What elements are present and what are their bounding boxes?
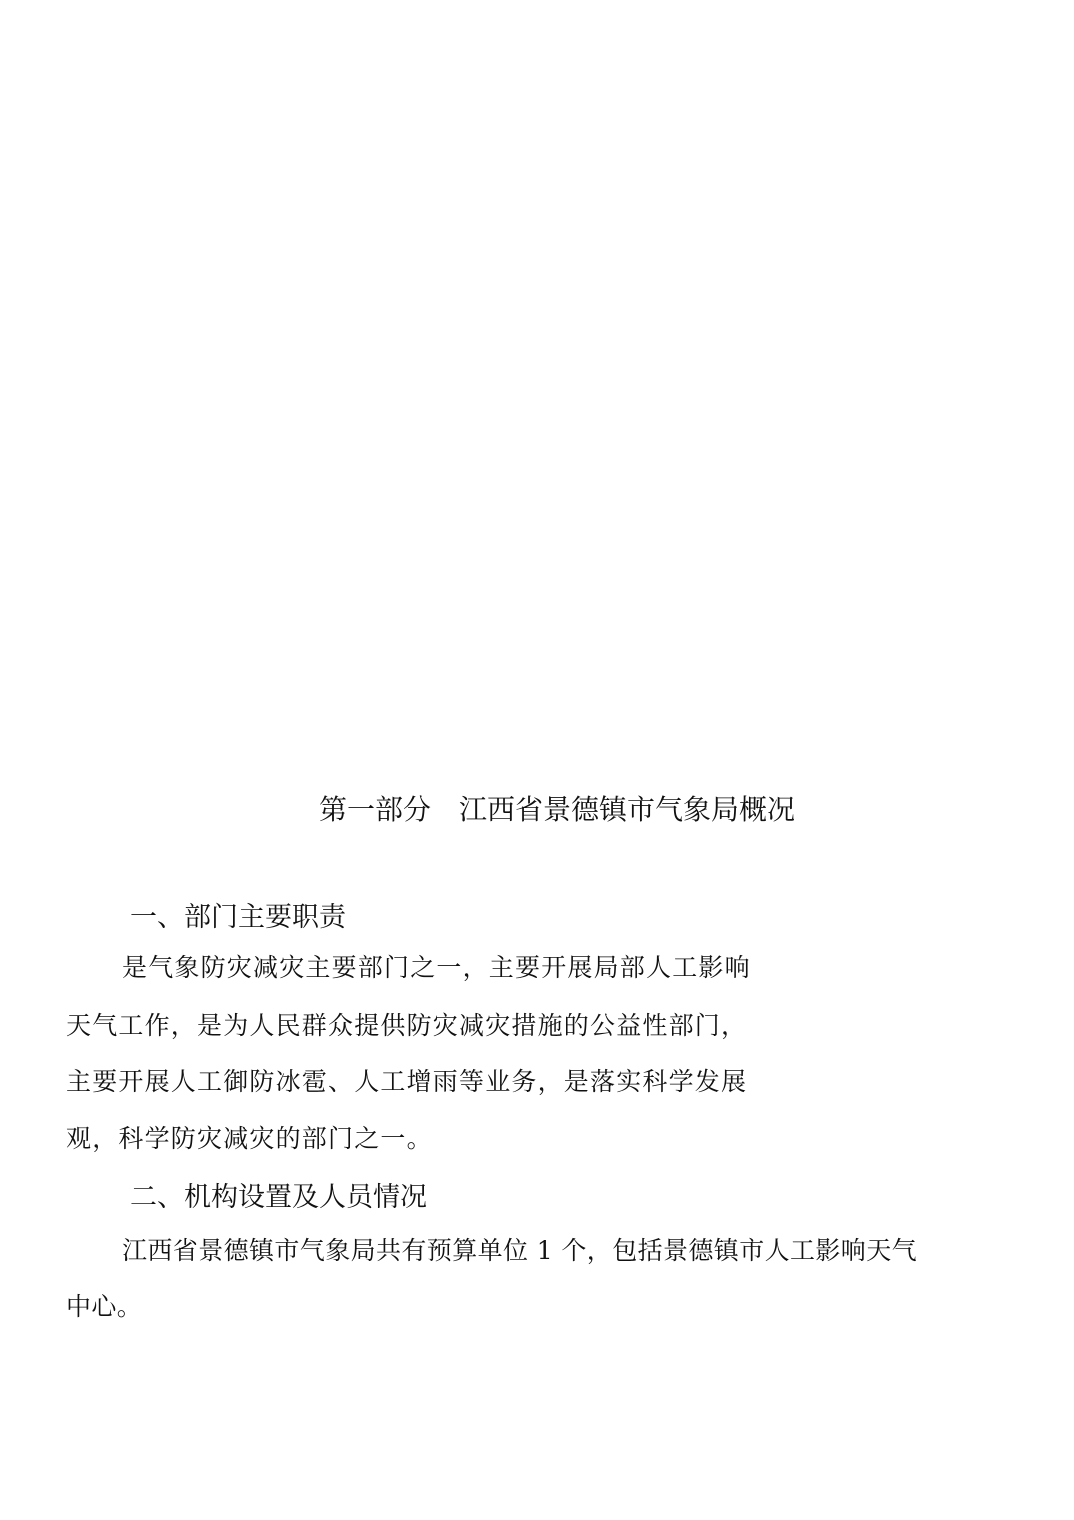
paragraph-line: 观，科学防灾减灾的部门之一。 — [66, 1124, 433, 1153]
paragraph-line: 天气工作，是为人民群众提供防灾减灾措施的公益性部门， — [66, 1011, 748, 1040]
paragraph-line: 是气象防灾减灾主要部门之一，主要开展局部人工影响 — [122, 953, 751, 982]
paragraph-line: 江西省景德镇市气象局共有预算单位 1 个，包括景德镇市人工影响天气 — [122, 1236, 918, 1265]
section-heading-organization: 二、机构设置及人员情况 — [130, 1182, 427, 1213]
section-heading-responsibilities: 一、部门主要职责 — [130, 902, 346, 933]
paragraph-line: 主要开展人工御防冰雹、人工增雨等业务，是落实科学发展 — [66, 1067, 748, 1096]
part-title: 第一部分 江西省景德镇市气象局概况 — [318, 793, 795, 826]
paragraph-line: 中心。 — [66, 1292, 143, 1321]
